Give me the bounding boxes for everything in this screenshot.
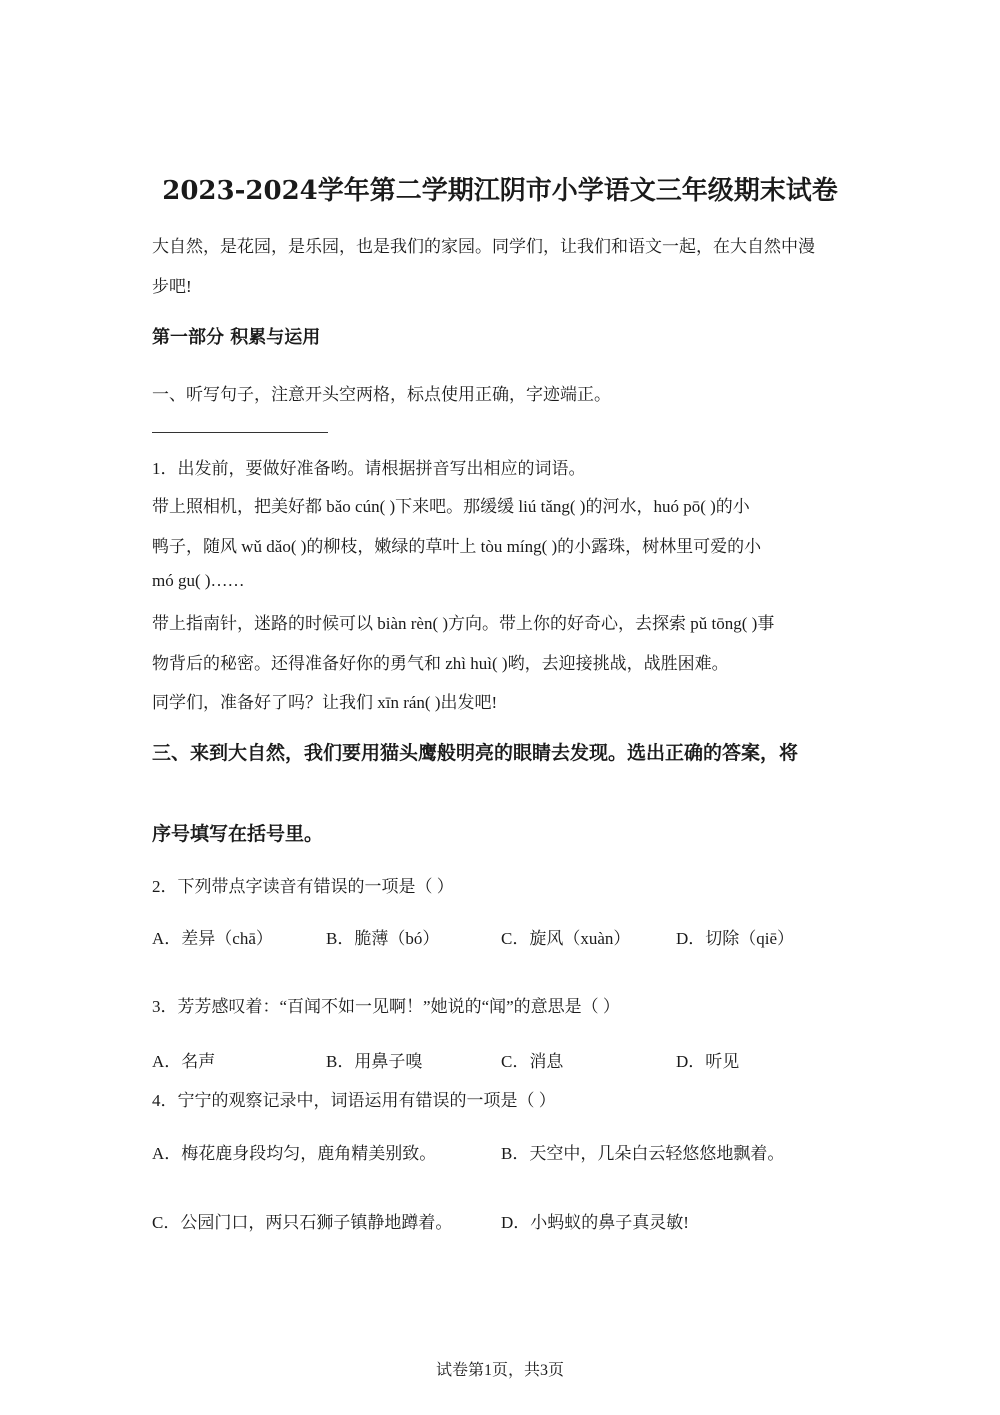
intro-line-1: 大自然，是花园，是乐园，也是我们的家园。同学们，让我们和语文一起，在大自然中漫 [152, 237, 815, 256]
question-1-line: 带上照相机，把美好都 bǎo cún( )下来吧。那缓缓 liú tǎng( )的河水，huó pō( )的小 [152, 497, 750, 516]
question-1-line: 鸭子，随风 wǔ dǎo( )的柳枝，嫩绿的草叶上 tòu míng( )的小露珠，树林里可爱的小 [152, 537, 762, 556]
section-3-heading-line-2: 序号填写在括号里。 [152, 823, 324, 845]
question-2-option-d: D．切除（qiē） [676, 929, 795, 948]
question-3-stem: 3．芳芳感叹着：“百闻不如一见啊！”她说的“闻”的意思是（ ） [152, 997, 620, 1016]
page-title: 2023-2024学年第二学期江阴市小学语文三年级期末试卷 [162, 176, 838, 206]
question-4-option-c: C．公园门口，两只石狮子镇静地蹲着。 [152, 1213, 453, 1232]
question-1-line: 物背后的秘密。还得准备好你的勇气和 zhì huì( )哟，去迎接挑战，战胜困难。 [152, 654, 729, 673]
question-2-option-b: B．脆薄（bó） [326, 929, 440, 948]
question-3-option-d: D．听见 [676, 1052, 740, 1071]
part-heading: 第一部分 积累与运用 [152, 327, 321, 348]
section-3-heading-line-1: 三、来到大自然，我们要用猫头鹰般明亮的眼睛去发现。选出正确的答案，将 [152, 742, 799, 764]
intro-line-2: 步吧! [152, 277, 192, 296]
section-1-heading: 一、听写句子，注意开头空两格，标点使用正确，字迹端正。 [152, 385, 611, 404]
question-4-option-a: A．梅花鹿身段均匀，鹿角精美别致。 [152, 1144, 437, 1163]
question-1-line: 同学们，准备好了吗？让我们 xīn rán( )出发吧! [152, 693, 498, 712]
dictation-answer-line [152, 432, 328, 433]
question-2-option-c: C．旋风（xuàn） [501, 929, 631, 948]
question-4-option-b: B．天空中，几朵白云轻悠悠地飘着。 [501, 1144, 785, 1163]
question-3-option-a: A．名声 [152, 1052, 216, 1071]
question-4-stem: 4．宁宁的观察记录中，词语运用有错误的一项是（ ） [152, 1091, 556, 1110]
question-4-option-d: D．小蚂蚁的鼻子真灵敏! [501, 1213, 689, 1232]
question-2-option-a: A．差异（chā） [152, 929, 273, 948]
question-1-line: mó gu( )…… [152, 571, 245, 590]
question-3-option-c: C．消息 [501, 1052, 564, 1071]
question-1-stem: 1．出发前，要做好准备哟。请根据拼音写出相应的词语。 [152, 459, 586, 478]
page-footer: 试卷第1页，共3页 [435, 1362, 564, 1379]
question-2-stem: 2．下列带点字读音有错误的一项是（ ） [152, 877, 454, 896]
question-1-line: 带上指南针，迷路的时候可以 biàn rèn( )方向。带上你的好奇心，去探索 pǔ tōng( )事 [152, 614, 775, 633]
question-3-option-b: B．用鼻子嗅 [326, 1052, 423, 1071]
